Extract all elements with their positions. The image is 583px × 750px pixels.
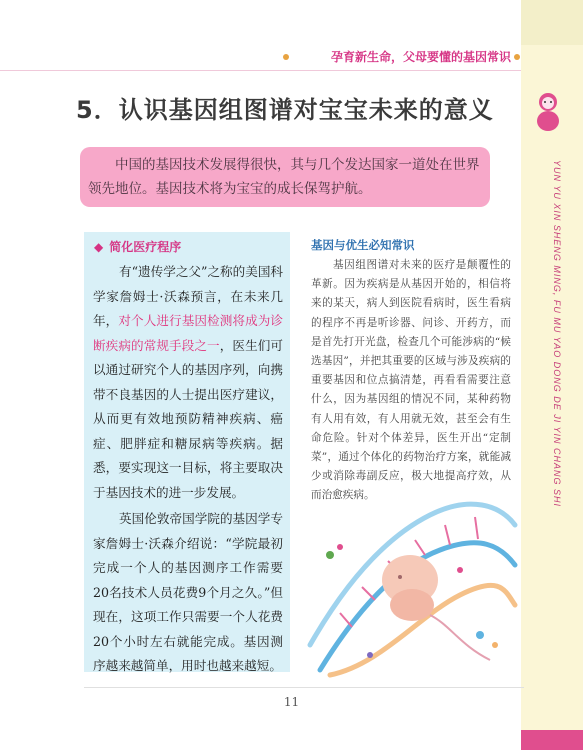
left-paragraph-2: 英国伦敦帝国学院的基因学专家詹姆士·沃森介绍说：“学院最初完成一个人的基因测序工作需要20名技术人员花费9个月之久。”但现在，这项工作只需要一个人花费20个小时左右就能完成。基因测序越来越简单，用时也越来越短。 — [93, 511, 283, 673]
right-heading: 基因与优生必知常识 — [311, 238, 415, 252]
page-number: 11 — [283, 695, 300, 709]
footer-divider — [84, 687, 524, 688]
left-heading-text: 简化医疗程序 — [109, 240, 182, 254]
section-title: 5．认识基因组图谱对宝宝未来的意义 — [76, 96, 494, 124]
intro-text: 中国的基因技术发展得很快，其与几个发达国家一道处在世界领先地位。基因技术将为宝宝的成长保驾护航。 — [88, 157, 480, 197]
side-vertical-text: YUN YU XIN SHENG MING, FU MU YAO DONG DE JI YIN CHANG SHI — [552, 160, 562, 508]
side-strip-bottom — [521, 730, 583, 750]
highlighted-text: 对个人进行基因检测将成为诊断疾病的常规手段之一 — [93, 313, 283, 353]
left-paragraph-1 — [93, 260, 283, 505]
header-dot-icon — [514, 54, 520, 60]
dna-baby-illustration — [300, 495, 520, 680]
left-heading — [94, 238, 181, 255]
running-title: 孕育新生命，父母要懂的基因常识 — [330, 50, 511, 64]
header-dot-icon — [283, 54, 289, 60]
right-body — [311, 256, 511, 506]
diamond-bullet-icon: ◆ — [94, 240, 104, 254]
paragraph-text: 有“遗传学之父”之称的美国科学家詹姆士·沃森预言，在未来几年， — [93, 264, 284, 328]
paragraph-text: ，医生们可以通过研究个人的基因序列，向携带不良基因的人士提出医疗建议，从而更有效地预防精神疾病、癌症、肥胖症和糖尿病等疾病。据悉，要实现这一目标，将主要取决于基因技术的进一步发展。 — [93, 337, 283, 500]
right-paragraph: 基因组图谱对未来的医疗是颠覆性的革新。因为疾病是从基因开始的，相信将来的某天，病人到医院看病时，医生看病的程序不再是听诊器、问诊、开药方，而是首先打开光盘，检查几个可能涉病的“候选基因”，并把其重要的区域与涉及疾病的重要基因和位点搞清楚，再看看需要注意什么，因为基因组的情况不同，某种药物有人用有效，有人用就无效，甚至会有生命危险。针对个体差异，医生开出“定制菜”，通过个体化的药物治疗方案，就能减少或消除毒副反应，极大地提高疗效，从而治愈疾病。 — [311, 259, 511, 502]
header-divider — [0, 70, 521, 71]
left-body — [93, 260, 283, 679]
side-strip-top — [521, 0, 583, 45]
pregnant-woman-icon — [528, 88, 568, 132]
